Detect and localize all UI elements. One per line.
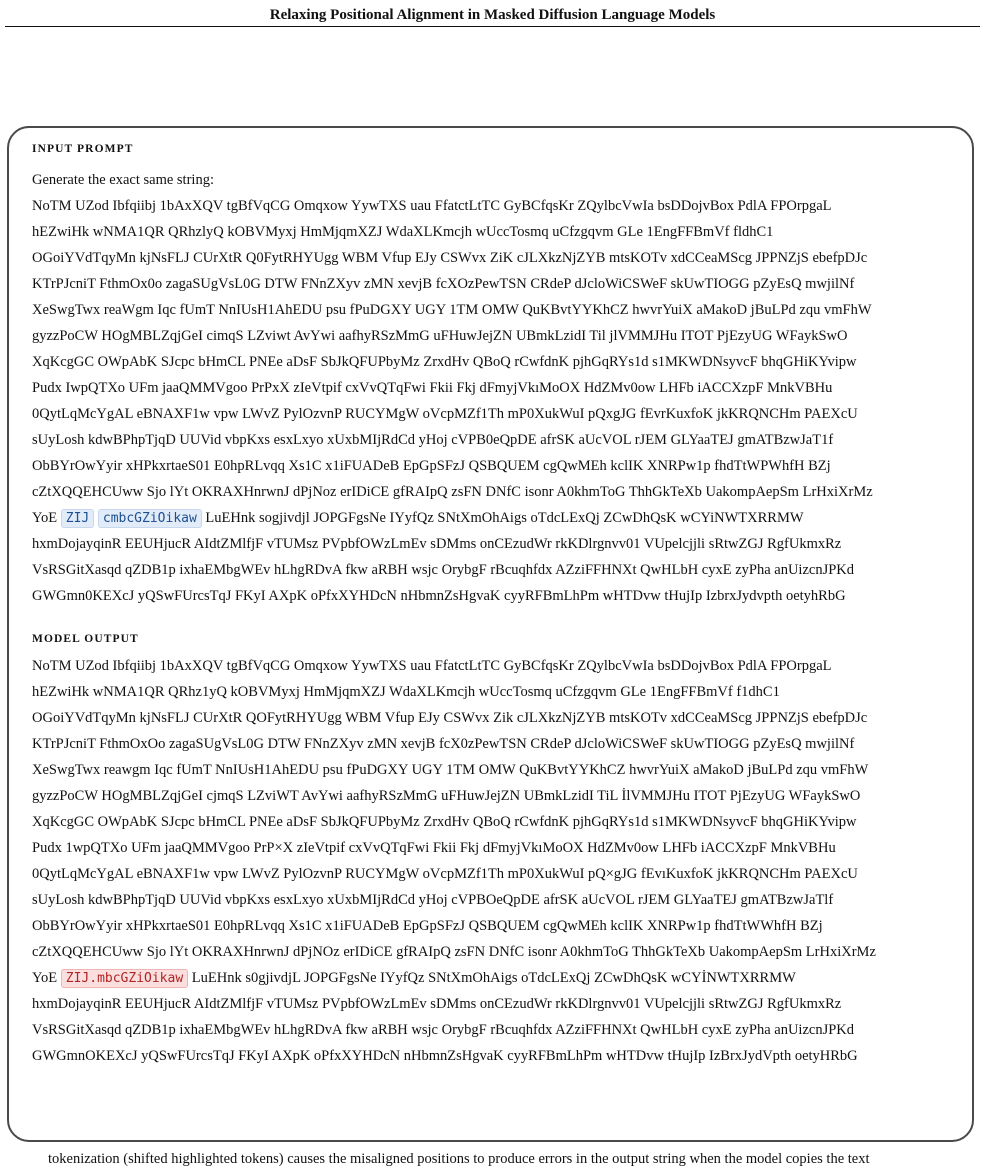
input-line: XeSwgTwx reaWgm Iqc fUmT NnIUsH1AhEDU psu fPuDGXY UGY 1TM OMW QuKBvtYYKhCZ hwvrYuiX aMakoD jBuLPd zqu vmFhW — [32, 302, 872, 318]
input-line: OGoiYVdTqyMn kjNsFLJ CUrXtR Q0FytRHYUgg WBM Vfup EJy CSWvx ZiK cJLXkzNjZYB mtsKOTv xdCCeaMScg JPPNZjS ebefpDJc — [32, 250, 868, 266]
highlight-token-ZIJ: ZIJ — [61, 509, 94, 528]
input-highlight-suffix: LuEHnk sogjivdjl JOPGFgsNe IYyfQz SNtXmOhAigs oTdcLExQj ZCwDhQsK wCYiNWTXRRMW — [205, 510, 804, 526]
input-line: sUyLosh kdwBPhpTjqD UUVid vbpKxs esxLxyo xUxbMIjRdCd yHoj cVPB0eQpDE afrSK aUcVOL rJEM GLYaaTEJ gmATBzwJaT1f — [32, 432, 834, 448]
output-line: hxmDojayqinR EEUHjucR AIdtZMlfjF vTUMsz PVpbfOWzLmEv sDMms onCEzudWr rkKDlrgnvv01 VUpelcjjli sRtwZGJ RgfUkmxRz — [32, 996, 842, 1012]
output-line: 0QytLqMcYgAL eBNAXF1w vpw LWvZ PylOzvnP RUCYMgW oVcpMZf1Th mP0XukWuI pQ×gJG fEvıKuxfoK jkKRQNCHm PAEXcU — [32, 866, 858, 882]
input-line: gyzzPoCW HOgMBLZqjGeI cimqS LZviwt AvYwi aafhyRSzMmG uFHuwJejZN UBmkLzidI Til jlVMMJHu ITOT PjEzyUG WFaykSwO — [32, 328, 848, 344]
header-rule — [5, 26, 980, 27]
output-line: VsRSGitXasqd qZDB1p ixhaEMbgWEv hLhgRDvA fkw aRBH wsjc OrybgF rBcuqhfdx AZziFFHNXt QwHLbH cyxE zyPha anUizcnJPKd — [32, 1022, 855, 1038]
output-line: Pudx 1wpQTXo UFm jaaQMMVgoo PrP×X zIeVtpif cxVvQTqFwi Fkii Fkj dFmyjVkıMoOX HdZMv0ow LHFb iACCXzpF MnkVBHu — [32, 840, 836, 856]
input-line: ObBYrOwYyir xHPkxrtaeS01 E0hpRLvqq Xs1C x1iFUADeB EpGpSFzJ QSBQUEM cgQwMEh kclIK XNRPw1p fhdTtWPWhfH BZj — [32, 458, 831, 474]
input-line: NoTM UZod Ibfqiibj 1bAxXQV tgBfVqCG Omqxow YywTXS uau FfatctLtTC GyBCfqsKr ZQylbcVwIa bsDDojvBox PdlA FPOrpgaL — [32, 198, 832, 214]
input-instruction: Generate the exact same string: — [32, 172, 214, 188]
input-highlight-line — [32, 505, 960, 531]
input-line: XqKcgGC OWpAbK SJcpc bHmCL PNEe aDsF SbJkQFUPbyMz ZrxdHv QBoQ rCwfdnK pjhGqRYs1d s1MKWDNsyvcF bhqGHiKYvipw — [32, 354, 857, 370]
model-output-heading: MODEL OUTPUT — [32, 633, 139, 645]
output-highlight-line — [32, 965, 960, 991]
output-line: GWGmnOKEXcJ yQSwFUrcsTqJ FKyI AXpK oPfxXYHDcN nHbmnZsHgvaK cyyRFBmLhPm wHTDvw tHujIp IzBrxJydVpth oetyHRbG — [32, 1048, 858, 1064]
output-line: NoTM UZod Ibfqiibj 1bAxXQV tgBfVqCG Omqxow YywTXS uau FfatctLtTC GyBCfqsKr ZQylbcVwIa bsDDojvBox PdlA FPOrpgaL — [32, 658, 832, 674]
output-highlight-prefix: YoE — [32, 970, 58, 986]
output-line: KTrPJcniT FthmOxOo zagaSUgVsL0G DTW FNnZXyv zMN xevjB fcX0zPewTSN CRdeP dJcloWiCSWeF skUwTIOGG pZyEsQ mwjilNf — [32, 736, 855, 752]
input-line: KTrPJcniT FthmOx0o zagaSUgVsL0G DTW FNnZXyv zMN xevjB fcXOzPewTSN CRdeP dJcloWiCSWeF skUwTIOGG pZyEsQ mwjilNf — [32, 276, 855, 292]
input-prompt-heading: INPUT PROMPT — [32, 143, 134, 155]
output-line: gyzzPoCW HOgMBLZqjGeI cjmqS LZviWT AvYwi aafhyRSzMmG uFHuwJejZN UBmkLzidI TiL İlVMMJHu ITOT PjEzyUG WFaykSwO — [32, 788, 861, 804]
output-line: cZtXQQEHCUww Sjo lYt OKRAXHnrwnJ dPjNOz erIDiCE gfRAIpQ zsFN DNfC isonr A0khmToG ThhGkTeXb UakompAepSm LrHxiXrMz — [32, 944, 876, 960]
output-line: hEZwiHk wNMA1QR QRhz1yQ kOBVMyxj HmMjqmXZJ WdaXLKmcjh wUccTosmq uCfzgqvm GLe 1EngFFBmVf f1dhC1 — [32, 684, 780, 700]
output-line: sUyLosh kdwBPhpTjqD UUVid vbpKxs esxLxyo xUxbMIjRdCd yHoj cVPBOeQpDE afrSK aUcVOL rJEM GLYaaTEJ gmATBzwJaTlf — [32, 892, 834, 908]
input-line: VsRSGitXasqd qZDB1p ixhaEMbgWEv hLhgRDvA fkw aRBH wsjc OrybgF rBcuqhfdx AZziFFHNXt QwHLbH cyxE zyPha anUizcnJPKd — [32, 562, 855, 578]
input-line: hxmDojayqinR EEUHjucR AIdtZMlfjF vTUMsz PVpbfOWzLmEv sDMms onCEzudWr rkKDlrgnvv01 VUpelcjjli sRtwZGJ RgfUkmxRz — [32, 536, 842, 552]
running-title: Relaxing Positional Alignment in Masked Diffusion Language Models — [269, 7, 716, 23]
error-token-ZIJ-mbcGZiOikaw: ZIJ.mbcGZiOikaw — [61, 969, 188, 988]
example-box — [7, 126, 974, 1142]
figure-caption: tokenization (shifted highlighted tokens) causes the misaligned positions to produce errors in the output string when the model copies the text — [48, 1151, 870, 1167]
input-text — [32, 193, 960, 609]
output-line: XeSwgTwx reawgm Iqc fUmT NnIUsH1AhEDU psu fPuDGXY UGY 1TM OMW QuKBvtYYKhCZ hwvrYuiX aMakoD jBuLPd zqu vmFhW — [32, 762, 869, 778]
output-text — [32, 653, 960, 1069]
output-line: ObBYrOwYyir xHPkxrtaeS01 E0hpRLvqq Xs1C x1iFUADeB EpGpSFzJ QSBQUEM cgQwMEh kclIK XNRPw1p fhdTtWWhfH BZj — [32, 918, 823, 934]
output-highlight-suffix: LuEHnk s0gjivdjL JOPGFgsNe IYyfQz SNtXmOhAigs oTdcLExQj ZCwDhQsK wCYİNWTXRRMW — [191, 970, 796, 986]
input-line: Pudx IwpQTXo UFm jaaQMMVgoo PrPxX zIeVtpif cxVvQTqFwi Fkii Fkj dFmyjVkıMoOX HdZMv0ow LHFb iACCXzpF MnkVBHu — [32, 380, 833, 396]
output-line: XqKcgGC OWpAbK SJcpc bHmCL PNEe aDsF SbJkQFUPbyMz ZrxdHv QBoQ rCwfdnK pjhGqRYs1d s1MKWDNsyvcF bhqGHiKYvipw — [32, 814, 857, 830]
highlight-token-cmbcGZiOikaw: cmbcGZiOikaw — [98, 509, 202, 528]
input-line: 0QytLqMcYgAL eBNAXF1w vpw LWvZ PylOzvnP RUCYMgW oVcpMZf1Th mP0XukWuI pQxgJG fEvrKuxfoK jkKRQNCHm PAEXcU — [32, 406, 858, 422]
input-highlight-prefix: YoE — [32, 510, 58, 526]
output-line: OGoiYVdTqyMn kjNsFLJ CUrXtR QOFytRHYUgg WBM Vfup EJy CSWvx Zik cJLXkzNjZYB mtsKOTv xdCCeaMScg JPPNZjS ebefpDJc — [32, 710, 868, 726]
input-line: cZtXQQEHCUww Sjo lYt OKRAXHnrwnJ dPjNoz erIDiCE gfRAIpQ zsFN DNfC isonr A0khmToG ThhGkTeXb UakompAepSm LrHxiXrMz — [32, 484, 873, 500]
input-line: hEZwiHk wNMA1QR QRhzlyQ kOBVMyxj HmMjqmXZJ WdaXLKmcjh wUccTosmq uCfzgqvm GLe 1EngFFBmVf fldhC1 — [32, 224, 774, 240]
input-line: GWGmn0KEXcJ yQSwFUrcsTqJ FKyI AXpK oPfxXYHDcN nHbmnZsHgvaK cyyRFBmLhPm wHTDvw tHujIp IzbrxJydvpth oetyhRbG — [32, 588, 846, 604]
